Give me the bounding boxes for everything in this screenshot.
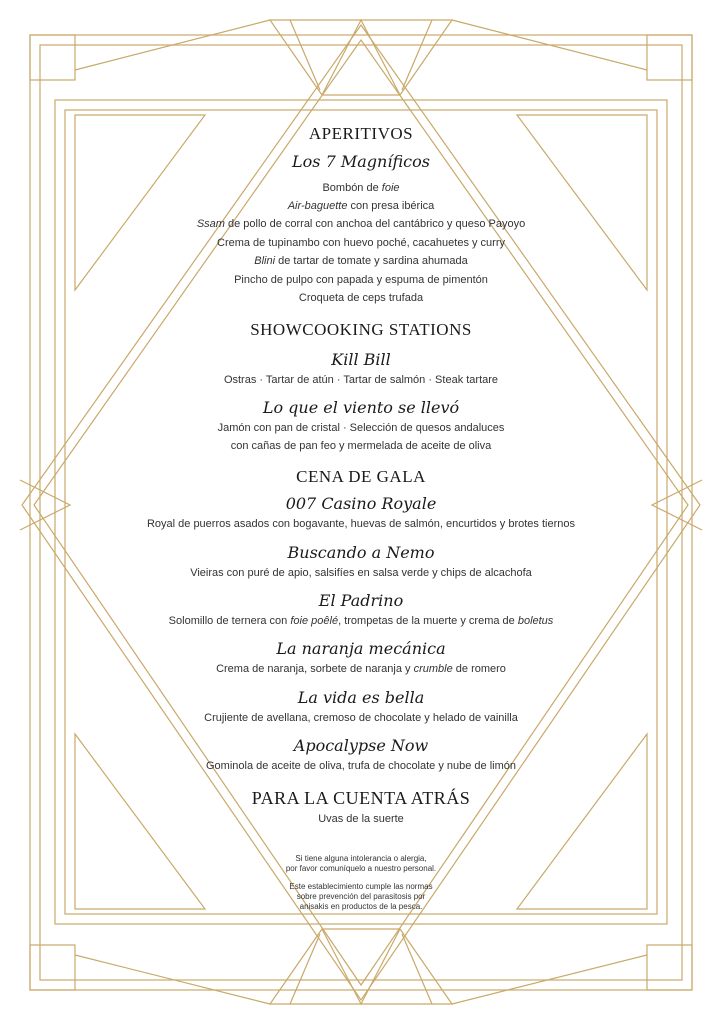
aperitivo-item: Blini de tartar de tomate y sardina ahumada [254, 255, 468, 267]
aperitivo-item: Air-baguette con presa ibérica [287, 200, 435, 212]
aperitivo-item: Croqueta de ceps trufada [298, 292, 424, 304]
dish-description: Ostras · Tartar de atún · Tartar de salmón · Steak tartare [223, 374, 499, 386]
aperitivo-item: Pincho de pulpo con papada y espuma de pimentón [234, 274, 488, 286]
aperitivo-item: Bombón de foie [322, 182, 400, 194]
dish-title-los-7-magnificos: Los 7 Magníficos [292, 152, 430, 171]
course-name: Buscando a Nemo [287, 543, 435, 562]
course-description: Vieiras con puré de apio, salsifíes en salsa verde y chips de alcachofa [190, 567, 532, 579]
course-description: Solomillo de ternera con foie poêlé, trompetas de la muerte y crema de boletus [168, 615, 554, 627]
dish-title-lo-que-el-viento: Lo que el viento se llevó [262, 398, 460, 417]
anisakis-note: Este establecimiento cumple las normas [289, 882, 433, 891]
section-title-aperitivos: APERITIVOS [308, 124, 414, 143]
course-name: La vida es bella [297, 688, 425, 707]
allergy-note: Si tiene alguna intolerancia o alergia, [295, 854, 427, 863]
course-description: Crema de naranja, sorbete de naranja y crumble de romero [216, 663, 506, 675]
section-title-showcooking: SHOWCOOKING STATIONS [250, 320, 472, 339]
dish-description: Jamón con pan de cristal · Selección de quesos andaluces [217, 422, 505, 434]
course-name: Apocalypse Now [293, 736, 429, 755]
aperitivo-item: Crema de tupinambo con huevo poché, cacahuetes y curry [217, 237, 505, 249]
course-description: Crujiente de avellana, cremoso de chocolate y helado de vainilla [204, 712, 518, 724]
course-description: Royal de puerros asados con bogavante, huevas de salmón, encurtidos y brotes tiernos [146, 518, 576, 530]
cuenta-description: Uvas de la suerte [318, 813, 404, 825]
anisakis-note: anisakis en productos de la pesca. [299, 902, 423, 911]
dish-description: con cañas de pan feo y mermelada de aceite de oliva [230, 440, 492, 452]
section-title-cena-de-gala: CENA DE GALA [296, 467, 426, 486]
course-name: La naranja mecánica [276, 639, 446, 658]
course-name: El Padrino [318, 591, 404, 610]
course-description: Gominola de aceite de oliva, trufa de chocolate y nube de limón [205, 760, 517, 772]
anisakis-note: sobre prevención del parasitosis por [296, 892, 426, 901]
aperitivo-item: Ssam de pollo de corral con anchoa del cantábrico y queso Payoyo [196, 218, 526, 230]
allergy-note: por favor comuníquelo a nuestro personal. [285, 864, 437, 873]
course-name: 007 Casino Royale [285, 494, 437, 513]
section-title-cuenta-atras: PARA LA CUENTA ATRÁS [251, 788, 471, 808]
dish-title-kill-bill: Kill Bill [331, 350, 391, 369]
